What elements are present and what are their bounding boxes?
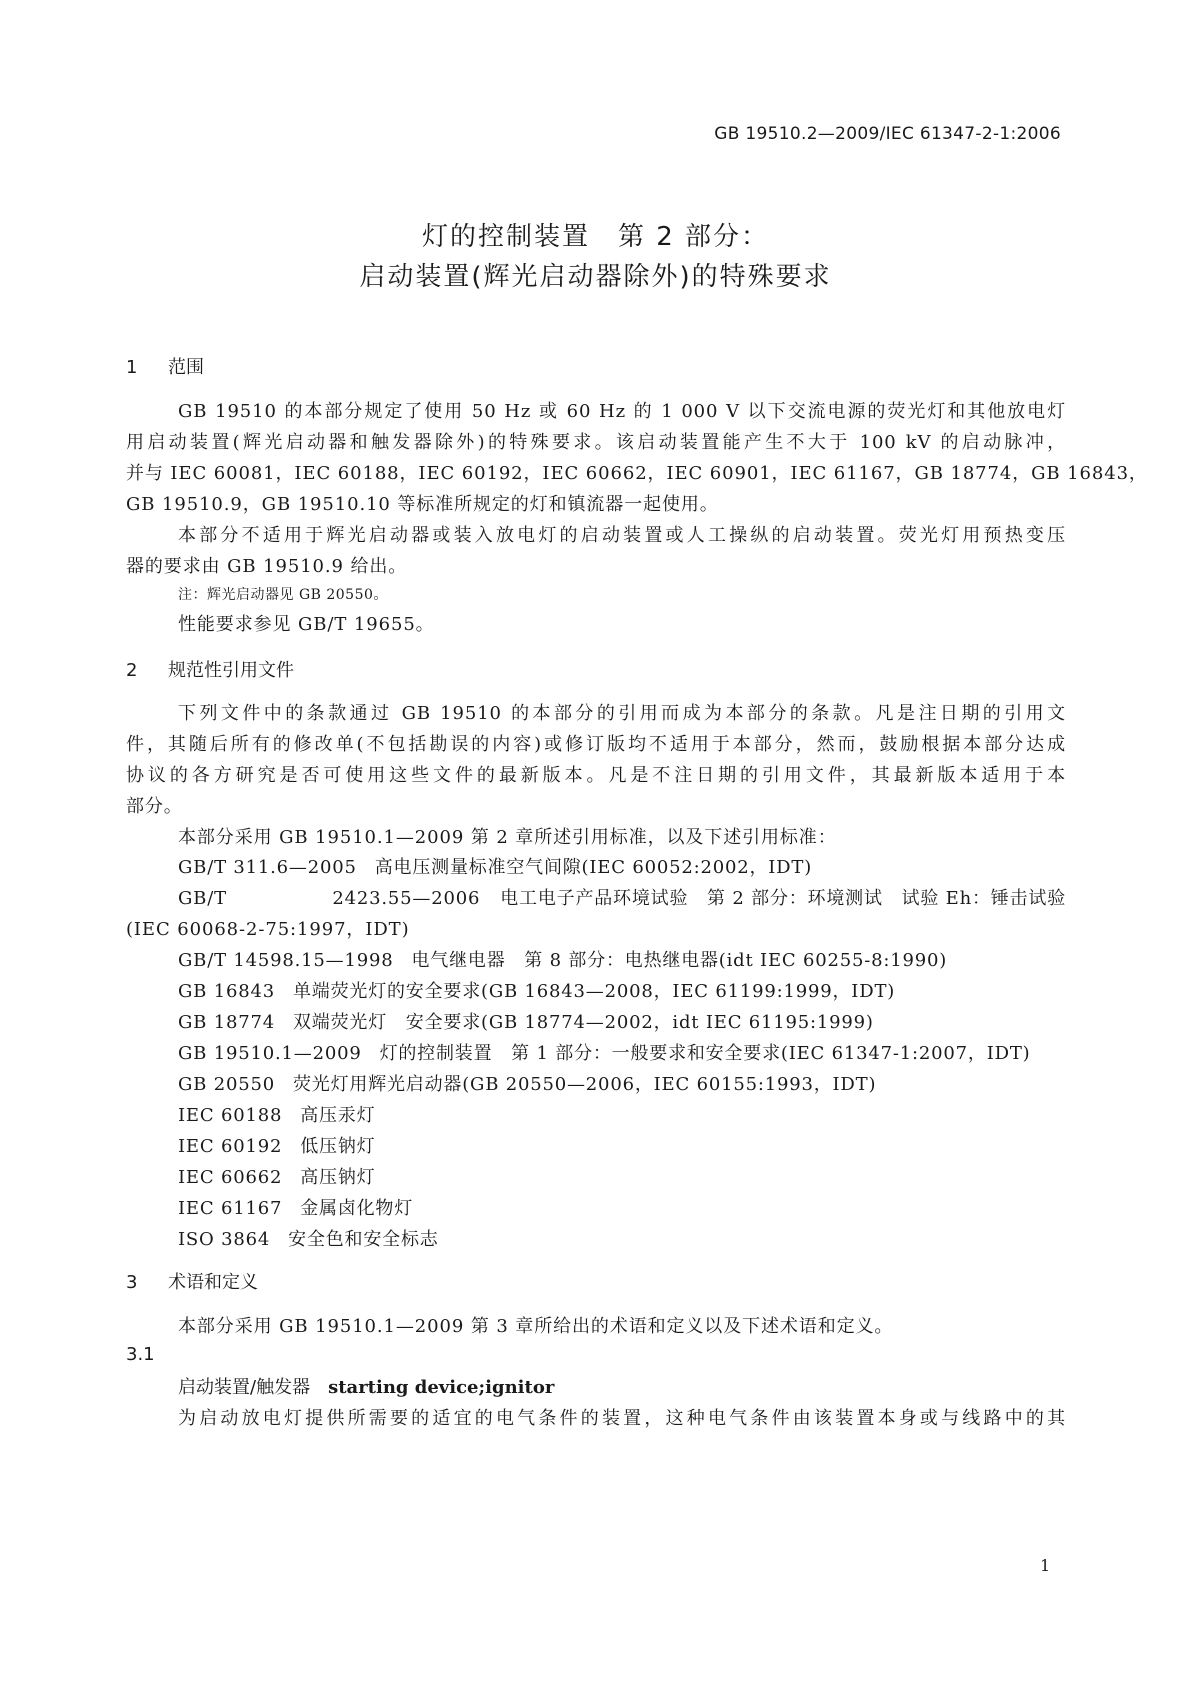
paragraph-line: 器的要求由 GB 19510.9 给出。 — [126, 556, 408, 577]
paragraph-line: 协议的各方研究是否可使用这些文件的最新版本。凡是不注日期的引用文件，其最新版本适用于本 — [126, 765, 1066, 786]
document-title-line-2: 启动装置(辉光启动器除外)的特殊要求 — [359, 262, 832, 292]
reference-title: 灯的控制装置 第 1 部分：一般要求和安全要求(IEC 61347-1:2007，IDT) — [379, 1043, 1031, 1064]
section-number: 1 — [126, 357, 138, 378]
standard-code-header: GB 19510.2—2009/IEC 61347-2-1:2006 — [714, 124, 1061, 144]
reference-title: 荧光灯用辉光启动器(GB 20550—2006，IEC 60155:1993，IDT) — [293, 1074, 877, 1095]
reference-item — [178, 946, 947, 972]
reference-item — [178, 1194, 413, 1220]
reference-code: GB/T 14598.15—1998 — [178, 950, 394, 971]
reference-item — [178, 1070, 876, 1096]
reference-item — [178, 1008, 874, 1034]
section-2-heading — [126, 656, 294, 682]
reference-code: GB 18774 — [178, 1012, 275, 1033]
section-number: 2 — [126, 660, 138, 681]
paragraph-line: 部分。 — [126, 796, 183, 817]
section-3-heading — [126, 1268, 258, 1294]
reference-code: GB/T 2423.55—2006 — [178, 888, 481, 909]
subsection-number: 3.1 — [126, 1344, 155, 1365]
reference-item — [178, 1225, 439, 1251]
paragraph-line: 下列文件中的条款通过 GB 19510 的本部分的引用而成为本部分的条款。凡是注日期的引用文 — [178, 703, 1066, 724]
paragraph-line: 件，其随后所有的修改单(不包括勘误的内容)或修订版均不适用于本部分，然而，鼓励根据本部分达成 — [126, 734, 1066, 755]
reference-item — [178, 977, 895, 1003]
reference-title: 电工电子产品环境试验 第 2 部分：环境测试 试验 Eh：锤击试验 — [500, 888, 1066, 909]
section-title: 范围 — [168, 357, 204, 378]
paragraph-line: 并与 IEC 60081，IEC 60188，IEC 60192，IEC 60662，IEC 60901，IEC 61167，GB 18774，GB 16843， — [126, 463, 1148, 484]
section-title: 术语和定义 — [168, 1272, 258, 1293]
reference-item — [178, 1132, 375, 1158]
paragraph-line: 本部分不适用于辉光启动器或装入放电灯的启动装置或人工操纵的启动装置。荧光灯用预热变压 — [178, 525, 1066, 546]
reference-title: 电气继电器 第 8 部分：电热继电器(idt IEC 60255-8:1990) — [411, 950, 948, 971]
paragraph-line: GB 19510 的本部分规定了使用 50 Hz 或 60 Hz 的 1 000 V 以下交流电源的荧光灯和其他放电灯 — [178, 401, 1066, 422]
reference-code: GB/T 311.6—2005 — [178, 857, 357, 878]
reference-code: IEC 60188 — [178, 1105, 283, 1126]
term-entry — [178, 1373, 554, 1399]
reference-continuation: (IEC 60068-2-75:1997，IDT) — [126, 919, 410, 940]
paragraph-line: 性能要求参见 GB/T 19655。 — [178, 614, 435, 635]
reference-title: 高压汞灯 — [300, 1105, 376, 1126]
reference-title: 双端荧光灯 安全要求(GB 18774—2002，idt IEC 61195:1999) — [293, 1012, 874, 1033]
paragraph-line: 用启动装置(辉光启动器和触发器除外)的特殊要求。该启动装置能产生不大于 100 kV 的启动脉冲， — [126, 432, 1066, 453]
section-1-heading — [126, 353, 204, 379]
reference-title: 低压钠灯 — [300, 1136, 376, 1157]
reference-title: 安全色和安全标志 — [288, 1229, 439, 1250]
reference-code: ISO 3864 — [178, 1229, 271, 1250]
reference-item — [178, 1163, 375, 1189]
reference-title: 高压钠灯 — [300, 1167, 376, 1188]
reference-code: IEC 60662 — [178, 1167, 283, 1188]
reference-title: 单端荧光灯的安全要求(GB 16843—2008，IEC 61199:1999，IDT) — [293, 981, 896, 1002]
paragraph-line: 本部分采用 GB 19510.1—2009 第 2 章所述引用标准，以及下述引用标准： — [178, 827, 837, 848]
reference-code: GB 16843 — [178, 981, 275, 1002]
term-chinese: 启动装置/触发器 — [178, 1377, 311, 1398]
page-number: 1 — [1040, 1556, 1051, 1575]
definition-line: 为启动放电灯提供所需要的适宜的电气条件的装置，这种电气条件由该装置本身或与线路中的其 — [178, 1408, 1066, 1429]
note-text: 注：辉光启动器见 GB 20550。 — [178, 587, 388, 603]
reference-code: GB 20550 — [178, 1074, 275, 1095]
reference-item — [178, 884, 1066, 910]
reference-code: GB 19510.1—2009 — [178, 1043, 362, 1064]
section-number: 3 — [126, 1272, 138, 1293]
reference-code: IEC 61167 — [178, 1198, 283, 1219]
reference-item — [178, 1039, 1030, 1065]
paragraph-line: GB 19510.9，GB 19510.10 等标准所规定的灯和镇流器一起使用。 — [126, 494, 719, 515]
reference-title: 金属卤化物灯 — [300, 1198, 414, 1219]
section-title: 规范性引用文件 — [168, 660, 294, 681]
document-title-line-1: 灯的控制装置 第 2 部分： — [421, 222, 770, 252]
term-english: starting device;ignitor — [328, 1377, 555, 1398]
reference-code: IEC 60192 — [178, 1136, 283, 1157]
reference-title: 高电压测量标准空气间隙(IEC 60052:2002，IDT) — [374, 857, 813, 878]
paragraph-line: 本部分采用 GB 19510.1—2009 第 3 章所给出的术语和定义以及下述术语和定义。 — [178, 1316, 894, 1337]
reference-item — [178, 853, 812, 879]
reference-item — [178, 1101, 375, 1127]
